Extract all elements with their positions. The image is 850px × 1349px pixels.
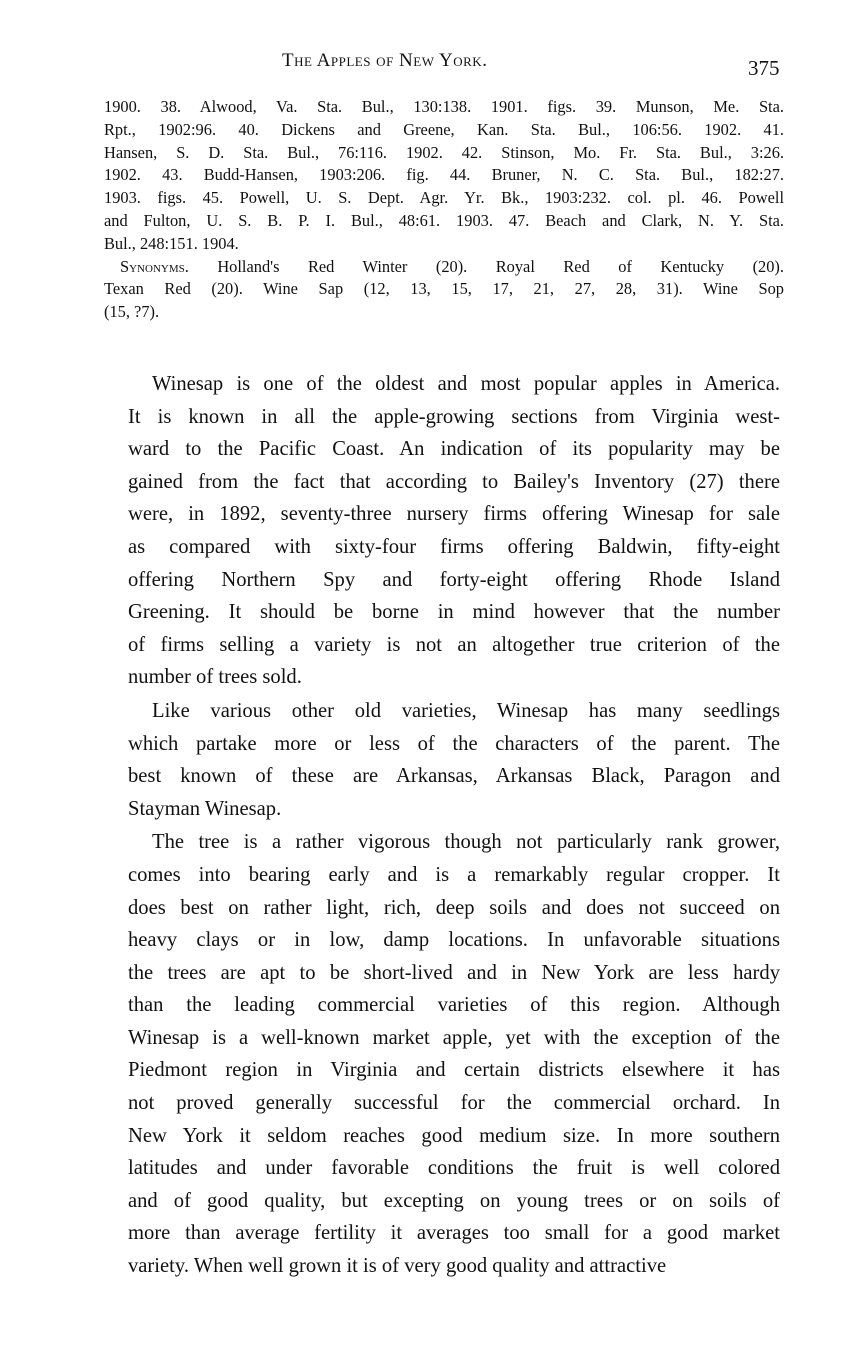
paragraph-line: Winesap is a well-known market apple, yet with the exception of the [128,1026,780,1049]
bibliography-line: Hansen, S. D. Sta. Bul., 76:116. 1902. 42. Stinson, Mo. Fr. Sta. Bul., 3:26. [104,142,784,162]
paragraph-line: number of trees sold. [128,666,302,689]
synonyms-line: (15, ?7). [104,302,160,322]
paragraph-line: Like various other old varieties, Winesap has many seedlings [152,699,780,722]
bibliography-line: Bul., 248:151. 1904. [104,233,239,253]
synonyms-text: Holland's Red Winter (20). Royal Red of Kentucky (20). [217,256,784,276]
bibliography-line: 1902. 43. Budd-Hansen, 1903:206. fig. 44. Bruner, N. C. Sta. Bul., 182:27. [104,165,784,185]
bibliography-line: 1903. figs. 45. Powell, U. S. Dept. Agr. Yr. Bk., 1903:232. col. pl. 46. Powell [104,188,784,208]
page-number: 375 [748,56,780,80]
paragraph-line: ward to the Pacific Coast. An indication of its popularity may be [128,438,780,461]
bibliography-line: 1900. 38. Alwood, Va. Sta. Bul., 130:138. 1901. figs. 39. Munson, Me. Sta. [104,97,784,116]
paragraph [104,368,780,694]
synonyms-line [104,256,784,279]
paragraph-line: The tree is a rather vigorous though not particularly rank grower, [152,831,780,854]
paragraph-line: of firms selling a variety is not an altogether true criterion of the [128,633,780,656]
paragraph-line: latitudes and under favorable conditions the fruit is well colored [128,1157,780,1180]
synonyms-line: Texan Red (20). Wine Sap (12, 13, 15, 17, 21, 27, 28, 31). Wine Sop [104,279,784,299]
paragraph-line: which partake more or less of the characters of the parent. The [128,732,780,755]
running-head: The Apples of New York. [282,50,488,71]
synonyms-block [104,256,784,324]
bibliography-line: and Fulton, U. S. B. P. I. Bul., 48:61. 1903. 47. Beach and Clark, N. Y. Sta. [104,210,784,230]
paragraph-line: not proved generally successful for the commercial orchard. In [128,1092,780,1115]
paragraph-line: Greening. It should be borne in mind however that the number [128,601,780,624]
paragraph-line: the trees are apt to be short-lived and in New York are less hardy [128,961,780,984]
paragraph-line: gained from the fact that according to Bailey's Inventory (27) there [128,470,780,493]
paragraph-line: does best on rather light, rich, deep soils and does not succeed on [128,896,780,919]
paragraph-line: variety. When well grown it is of very good quality and attractive [128,1255,667,1278]
paragraph-line: best known of these are Arkansas, Arkansas Black, Paragon and [128,765,780,788]
paragraph-line: Winesap is one of the oldest and most popular apples in America. [152,373,780,395]
paragraph-line: heavy clays or in low, damp locations. In unfavorable situations [128,929,780,952]
paragraph-line: Stayman Winesap. [128,797,282,820]
paragraph-line: Piedmont region in Virginia and certain districts elsewhere it has [128,1059,780,1082]
paragraph [104,695,780,825]
paragraph-line: New York it seldom reaches good medium size. In more southern [128,1124,780,1147]
paragraph-line: as compared with sixty-four firms offering Baldwin, fifty-eight [128,535,780,558]
paragraph-line: than the leading commercial varieties of this region. Although [128,994,780,1017]
body-text [104,368,780,1284]
bibliography-line: Rpt., 1902:96. 40. Dickens and Greene, Kan. Sta. Bul., 106:56. 1902. 41. [104,119,784,139]
synonyms-label: Synonyms. [120,256,189,276]
bibliography-block [104,96,784,324]
paragraph [104,826,780,1282]
paragraph-line: and of good quality, but excepting on young trees or on soils of [128,1189,780,1212]
paragraph-line: more than average fertility it averages too small for a good market [128,1222,780,1245]
paragraph-line: were, in 1892, seventy-three nursery firms offering Winesap for sale [128,503,780,526]
paragraph-line: It is known in all the apple-growing sections from Virginia west- [128,405,780,428]
paragraph-line: comes into bearing early and is a remarkably regular cropper. It [128,863,780,886]
paragraph-line: offering Northern Spy and forty-eight offering Rhode Island [128,568,780,591]
